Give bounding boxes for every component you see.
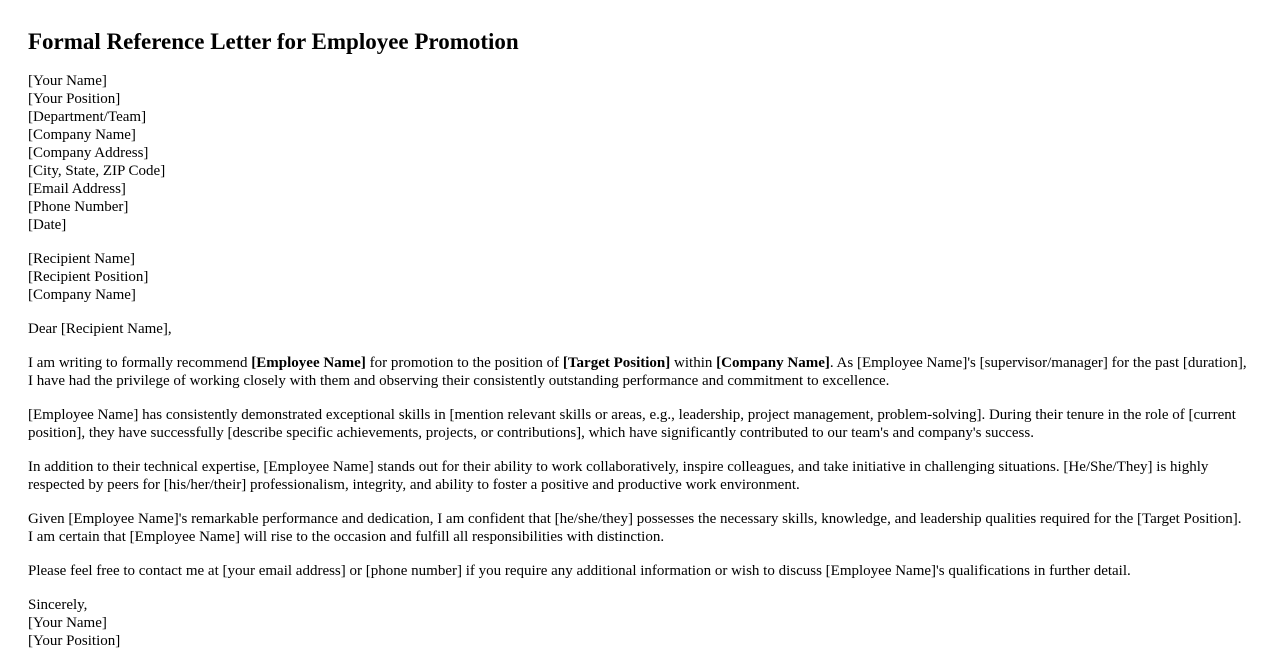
sender-block [28,72,1250,234]
valediction: Sincerely, [28,597,88,613]
sender-name: [Your Name] [28,73,107,89]
company-name-bold: [Company Name] [716,355,830,371]
closing-name: [Your Name] [28,615,107,631]
para1-text-3: within [670,355,717,371]
para1-text-2: for promotion to the position of [365,355,563,371]
sender-phone: [Phone Number] [28,199,129,215]
closing-block [28,596,1250,650]
recipient-block [28,250,1250,304]
letter-document [28,0,1250,650]
recipient-company: [Company Name] [28,287,136,303]
paragraph-recommendation [28,354,1250,390]
para1-text-1: I am writing to formally recommend [28,355,252,371]
para1-text-4: . As [Employee Name]'s [supervisor/manager] for the past [duration], I have had the privilege of working closely with them and observing their consistently outstanding performance and commitment to excellence. [28,355,1247,389]
sender-company: [Company Name] [28,127,136,143]
recipient-position: [Recipient Position] [28,269,149,285]
sender-position: [Your Position] [28,91,121,107]
recipient-name: [Recipient Name] [28,251,136,267]
salutation: Dear [Recipient Name], [28,321,172,337]
paragraph-collaboration: In addition to their technical expertise, [Employee Name] stands out for their ability to work collaboratively, inspire colleagues, and take initiative in challenging situations. [He/She/They] is highly respected by peers for [his/her/their] professionalism, integrity, and ability to foster a positive and productive work environment. [28,459,1209,493]
letter-date: [Date] [28,217,67,233]
paragraph-skills: [Employee Name] has consistently demonstrated exceptional skills in [mention relevant skills or areas, e.g., leadership, project management, problem-solving]. During their tenure in the role of [current position], they have successfully [describe specific achievements, projects, or contributions], which have significantly contributed to our team's and company's success. [28,407,1236,441]
sender-email: [Email Address] [28,181,126,197]
paragraph-contact: Please feel free to contact me at [your email address] or [phone number] if you require any additional information or wish to discuss [Employee Name]'s qualifications in further detail. [28,563,1131,579]
sender-address: [Company Address] [28,145,149,161]
employee-name-bold: [Employee Name] [251,355,366,371]
paragraph-confidence: Given [Employee Name]'s remarkable performance and dedication, I am confident that [he/she/they] possesses the necessary skills, knowledge, and leadership qualities required for the [Target Position]. I am certain that [Employee Name] will rise to the occasion and fulfill all responsibilities with distinction. [28,511,1242,545]
sender-city-state-zip: [City, State, ZIP Code] [28,163,166,179]
target-position-bold: [Target Position] [562,355,671,371]
closing-position: [Your Position] [28,633,121,649]
sender-department: [Department/Team] [28,109,147,125]
letter-title: Formal Reference Letter for Employee Promotion [28,29,519,54]
